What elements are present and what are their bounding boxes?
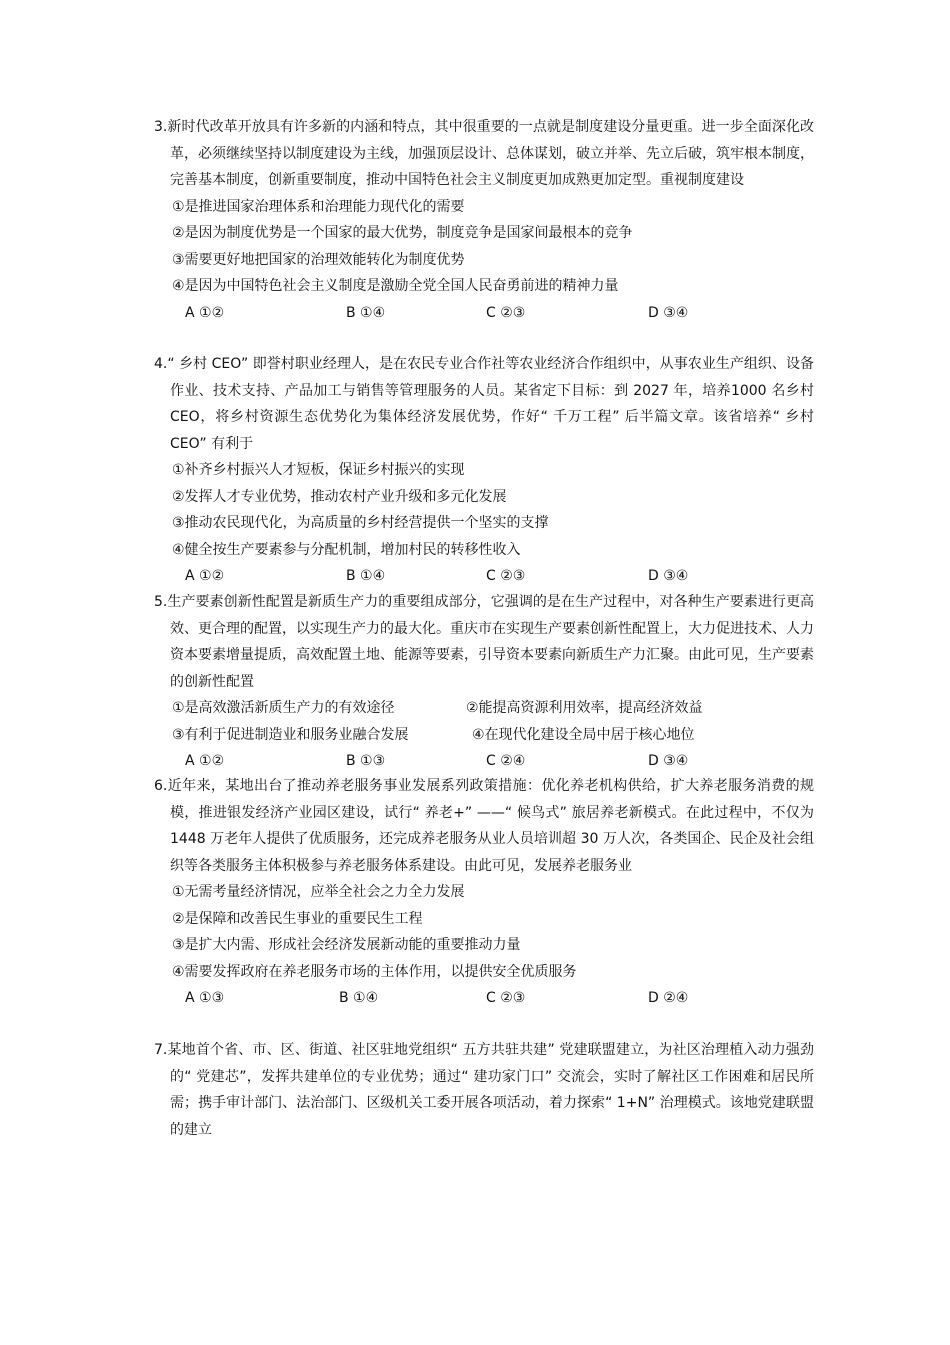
option-item: ②能提高资源利用效率，提高经济效益 (466, 700, 703, 716)
choice-a: A ①② (185, 304, 225, 321)
question-stem (154, 114, 814, 194)
question-stem (154, 589, 814, 695)
option-item: ①是推进国家治理体系和治理能力现代化的需要 (172, 198, 465, 215)
choice-c: C ②③ (486, 304, 526, 321)
question-text: “ 乡村 CEO” 即誉村职业经理人，是在农民专业合作社等农业经济合作组织中，从事农业生产组织、设备作业、技术支持、产品加工与销售等管理服务的人员。某省定下目标：到 2027 年，培养1000 名乡村 CEO，将乡村资源生态优势化为集体经济发展优势，作好“ 千万工程” 后半篇文章。该省培养“ 乡村 CEO” 有利于 (167, 356, 814, 452)
choice-a: A ①③ (185, 990, 225, 1006)
option-row (154, 695, 814, 722)
option-item: ②是因为制度优势是一个国家的最大优势，制度竞争是国家间最根本的竞争 (172, 225, 633, 241)
choice-a: A ①② (185, 568, 225, 584)
choice-b: B ①④ (346, 304, 386, 321)
option-item: ②是保障和改善民生事业的重要民生工程 (172, 910, 423, 927)
choice-d: D ③④ (648, 568, 689, 584)
answer-choices (154, 985, 814, 1012)
option-item: ④在现代化建设全局中居于核心地位 (472, 726, 695, 743)
question-stem (154, 351, 814, 457)
question-text: 生产要素创新性配置是新质生产力的重要组成部分，它强调的是在生产过程中，对各种生产要素进行更高效、更合理的配置，以实现生产力的最大化。重庆市在实现生产要素创新性配置上，大力促进技术、人力资本要素增量提质，高效配置土地、能源等要素，引导资本要素向新质生产力汇聚。由此可见，生产要素的创新性配置 (167, 594, 814, 690)
option-item: ③是扩大内需、形成社会经济发展新动能的重要推动力量 (172, 937, 521, 953)
answer-choices (154, 563, 814, 590)
question-number: 6. (154, 778, 168, 794)
option-item: ④健全按生产要素参与分配机制，增加村民的转移性收入 (172, 541, 521, 558)
choice-b: B ①④ (346, 568, 386, 584)
question-text: 新时代改革开放具有许多新的内涵和特点，其中很重要的一点就是制度建设分量更重。进一步全面深化改革，必须继续坚持以制度建设为主线，加强顶层设计、总体谋划，破立并举、先立后破，筑牢根本制度，完善基本制度，创新重要制度，推动中国特色社会主义制度更加成熟更加定型。重视制度建设 (167, 119, 814, 188)
question-text: 近年来，某地出台了推动养老服务事业发展系列政策措施：优化养老机构供给，扩大养老服务消费的规模，推进银发经济产业园区建设，试行“ 养老+” ——“ 候鸟式” 旅居养老新模式。在此过程中，不仅为 1448 万老年人提供了优质服务，还完成养老服务从业人员培训超 30 万人次，各类国企、民企及社会组织等各类服务主体积极参与养老服务体系建设。由此可见，发展养老服务业 (167, 778, 814, 874)
choice-c: C ②④ (486, 753, 526, 769)
question-6 (154, 773, 814, 1012)
question-4 (154, 351, 814, 590)
answer-choices (154, 300, 814, 327)
option-item: ①是高效激活新质生产力的有效途径 (172, 700, 395, 716)
question-number: 5. (154, 594, 168, 610)
option-item: ③需要更好地把国家的治理效能转化为制度优势 (172, 251, 465, 268)
question-stem (154, 773, 814, 879)
question-number: 4. (154, 356, 168, 372)
choice-b: B ①③ (346, 753, 386, 769)
choice-c: C ②③ (486, 990, 526, 1006)
choice-d: D ③④ (648, 304, 689, 321)
question-number: 7. (154, 1042, 168, 1058)
question-stem (154, 1037, 814, 1143)
option-item: ④需要发挥政府在养老服务市场的主体作用，以提供安全优质服务 (172, 963, 577, 980)
option-item: ②发挥人才专业优势，推动农村产业升级和多元化发展 (172, 488, 507, 505)
choice-a: A ①② (185, 753, 225, 769)
answer-choices (154, 748, 814, 775)
option-item: ③有利于促进制造业和服务业融合发展 (172, 726, 409, 743)
choice-d: D ③④ (648, 753, 689, 769)
option-item: ④是因为中国特色社会主义制度是激励全党全国人民奋勇前进的精神力量 (172, 278, 619, 294)
option-item: ①无需考量经济情况，应举全社会之力全力发展 (172, 884, 465, 900)
question-text: 某地首个省、市、区、街道、社区驻地党组织“ 五方共驻共建” 党建联盟建立，为社区治理植入动力强劲的“ 党建芯”，发挥共建单位的专业优势；通过“ 建功家门口” 交流会，实时了解社区工作困难和居民所需；携手审计部门、法治部门、区级机关工委开展各项活动，着力探索“ 1+N” 治理模式。该地党建联盟的建立 (167, 1042, 814, 1138)
option-row (154, 722, 814, 749)
option-item: ①补齐乡村振兴人才短板，保证乡村振兴的实现 (172, 462, 465, 478)
question-3 (154, 114, 814, 326)
option-item: ③推动农民现代化，为高质量的乡村经营提供一个坚实的支撑 (172, 515, 549, 531)
choice-c: C ②③ (486, 568, 526, 584)
question-number: 3. (154, 119, 168, 135)
choice-b: B ①④ (339, 990, 379, 1006)
choice-d: D ②④ (648, 990, 689, 1006)
question-7 (154, 1037, 814, 1143)
question-5 (154, 589, 814, 775)
